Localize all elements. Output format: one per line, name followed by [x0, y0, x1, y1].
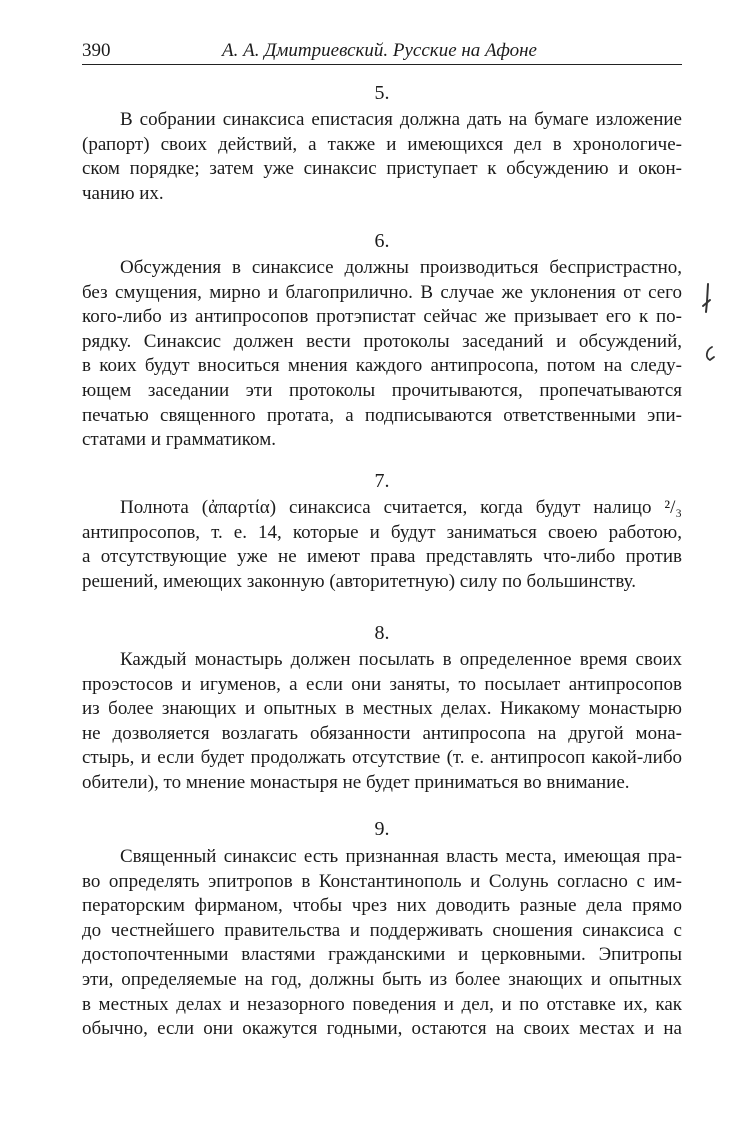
- section-heading-5: 5.: [374, 82, 390, 104]
- section-8-paragraph: [82, 648, 682, 796]
- running-header: [82, 38, 682, 65]
- text-line: ющем заседании эти протоколы прочитываются, пропечатываются: [82, 379, 682, 401]
- section-heading-9: 9.: [374, 818, 390, 840]
- text-line: обычно, если они окажутся годными, остаются на своих местах и на: [82, 1018, 682, 1040]
- text-line: Священный синаксис есть признанная власть места, имеющая пра-: [120, 846, 682, 867]
- section-6-paragraph: [82, 256, 682, 453]
- text-line: (рапорт) своих действий, а также и имеющихся дел в хронологиче-: [82, 133, 682, 155]
- text-line: чанию их.: [82, 182, 164, 204]
- text-line: антипросопов, т. е. 14, которые и будут заниматься своею работою,: [82, 521, 682, 543]
- section-heading-7: 7.: [374, 470, 390, 492]
- text-line: проэстосов и игуменов, а если они заняты, то посылает антипросопов: [82, 673, 682, 695]
- text-line: кого-либо из антипросопов протэпистат сейчас же призывает его к по-: [82, 306, 682, 328]
- text-line: эти, определяемые на год, должны быть из более знающих и опытных: [82, 968, 682, 990]
- text-line: статами и грамматиком.: [82, 429, 276, 451]
- text-line: рядку. Синаксис должен вести протоколы заседаний и обсуждений,: [82, 330, 682, 352]
- text-line: обители), то мнение монастыря не будет приниматься во внимание.: [82, 771, 630, 793]
- section-9-paragraph: [82, 845, 682, 1042]
- page-number: 390: [82, 40, 111, 61]
- text-line: ператорским фирманом, чтобы чрез них доводить разные дела прямо: [82, 895, 682, 917]
- section-heading-8: 8.: [374, 622, 390, 644]
- text-line: из более знающих и опытных в местных делах. Никакому монастырю: [82, 698, 682, 720]
- text-line: стырь, и если будет продолжать отсутствие (т. е. антипросоп какой-либо: [82, 747, 682, 769]
- text-line: Каждый монастырь должен посылать в определенное время своих: [120, 649, 682, 670]
- margin-handwritten-mark: [702, 344, 718, 364]
- text-line: Полнота (ἀπαρτία) синаксиса считается, когда будут налицо ²/₃: [120, 497, 682, 518]
- section-7-paragraph: [82, 496, 682, 594]
- text-line: ском порядке; затем уже синаксис приступает к обсуждению и окон-: [82, 158, 682, 180]
- section-heading-6: 6.: [374, 230, 390, 252]
- text-line: до честнейшего правительства и поддерживать сношения синаксиса с: [82, 919, 682, 941]
- text-line: в коих будут вноситься мнения каждого антипросопа, потом на следу-: [82, 355, 682, 377]
- text-line: в местных делах и незазорного поведения и дел, и по отставке их, как: [82, 993, 682, 1015]
- text-line: не дозволяется возлагать обязанности антипросопа на другой мона-: [82, 722, 682, 744]
- text-line: печатью священного протата, а подписываются ответственными эпи-: [82, 404, 682, 426]
- margin-handwritten-mark: [698, 282, 718, 318]
- text-line: решений, имеющих законную (авторитетную) силу по большинству.: [82, 570, 636, 592]
- section-5-paragraph: [82, 108, 682, 206]
- running-title: А. А. Дмитриевский. Русские на Афоне: [222, 40, 537, 61]
- text-line: Обсуждения в синаксисе должны производиться беспристрастно,: [120, 257, 682, 278]
- text-line: В собрании синаксиса епистасия должна дать на бумаге изложение: [120, 109, 682, 130]
- text-line: достопочтенными властями гражданскими и церковными. Эпитропы: [82, 944, 682, 966]
- text-line: во определять эпитропов в Константинополь и Солунь согласно с им-: [82, 870, 682, 892]
- text-line: а отсутствующие уже не имеют права представлять что-либо против: [82, 546, 682, 568]
- text-line: без смущения, мирно и благоприлично. В случае же уклонения от сего: [82, 281, 682, 303]
